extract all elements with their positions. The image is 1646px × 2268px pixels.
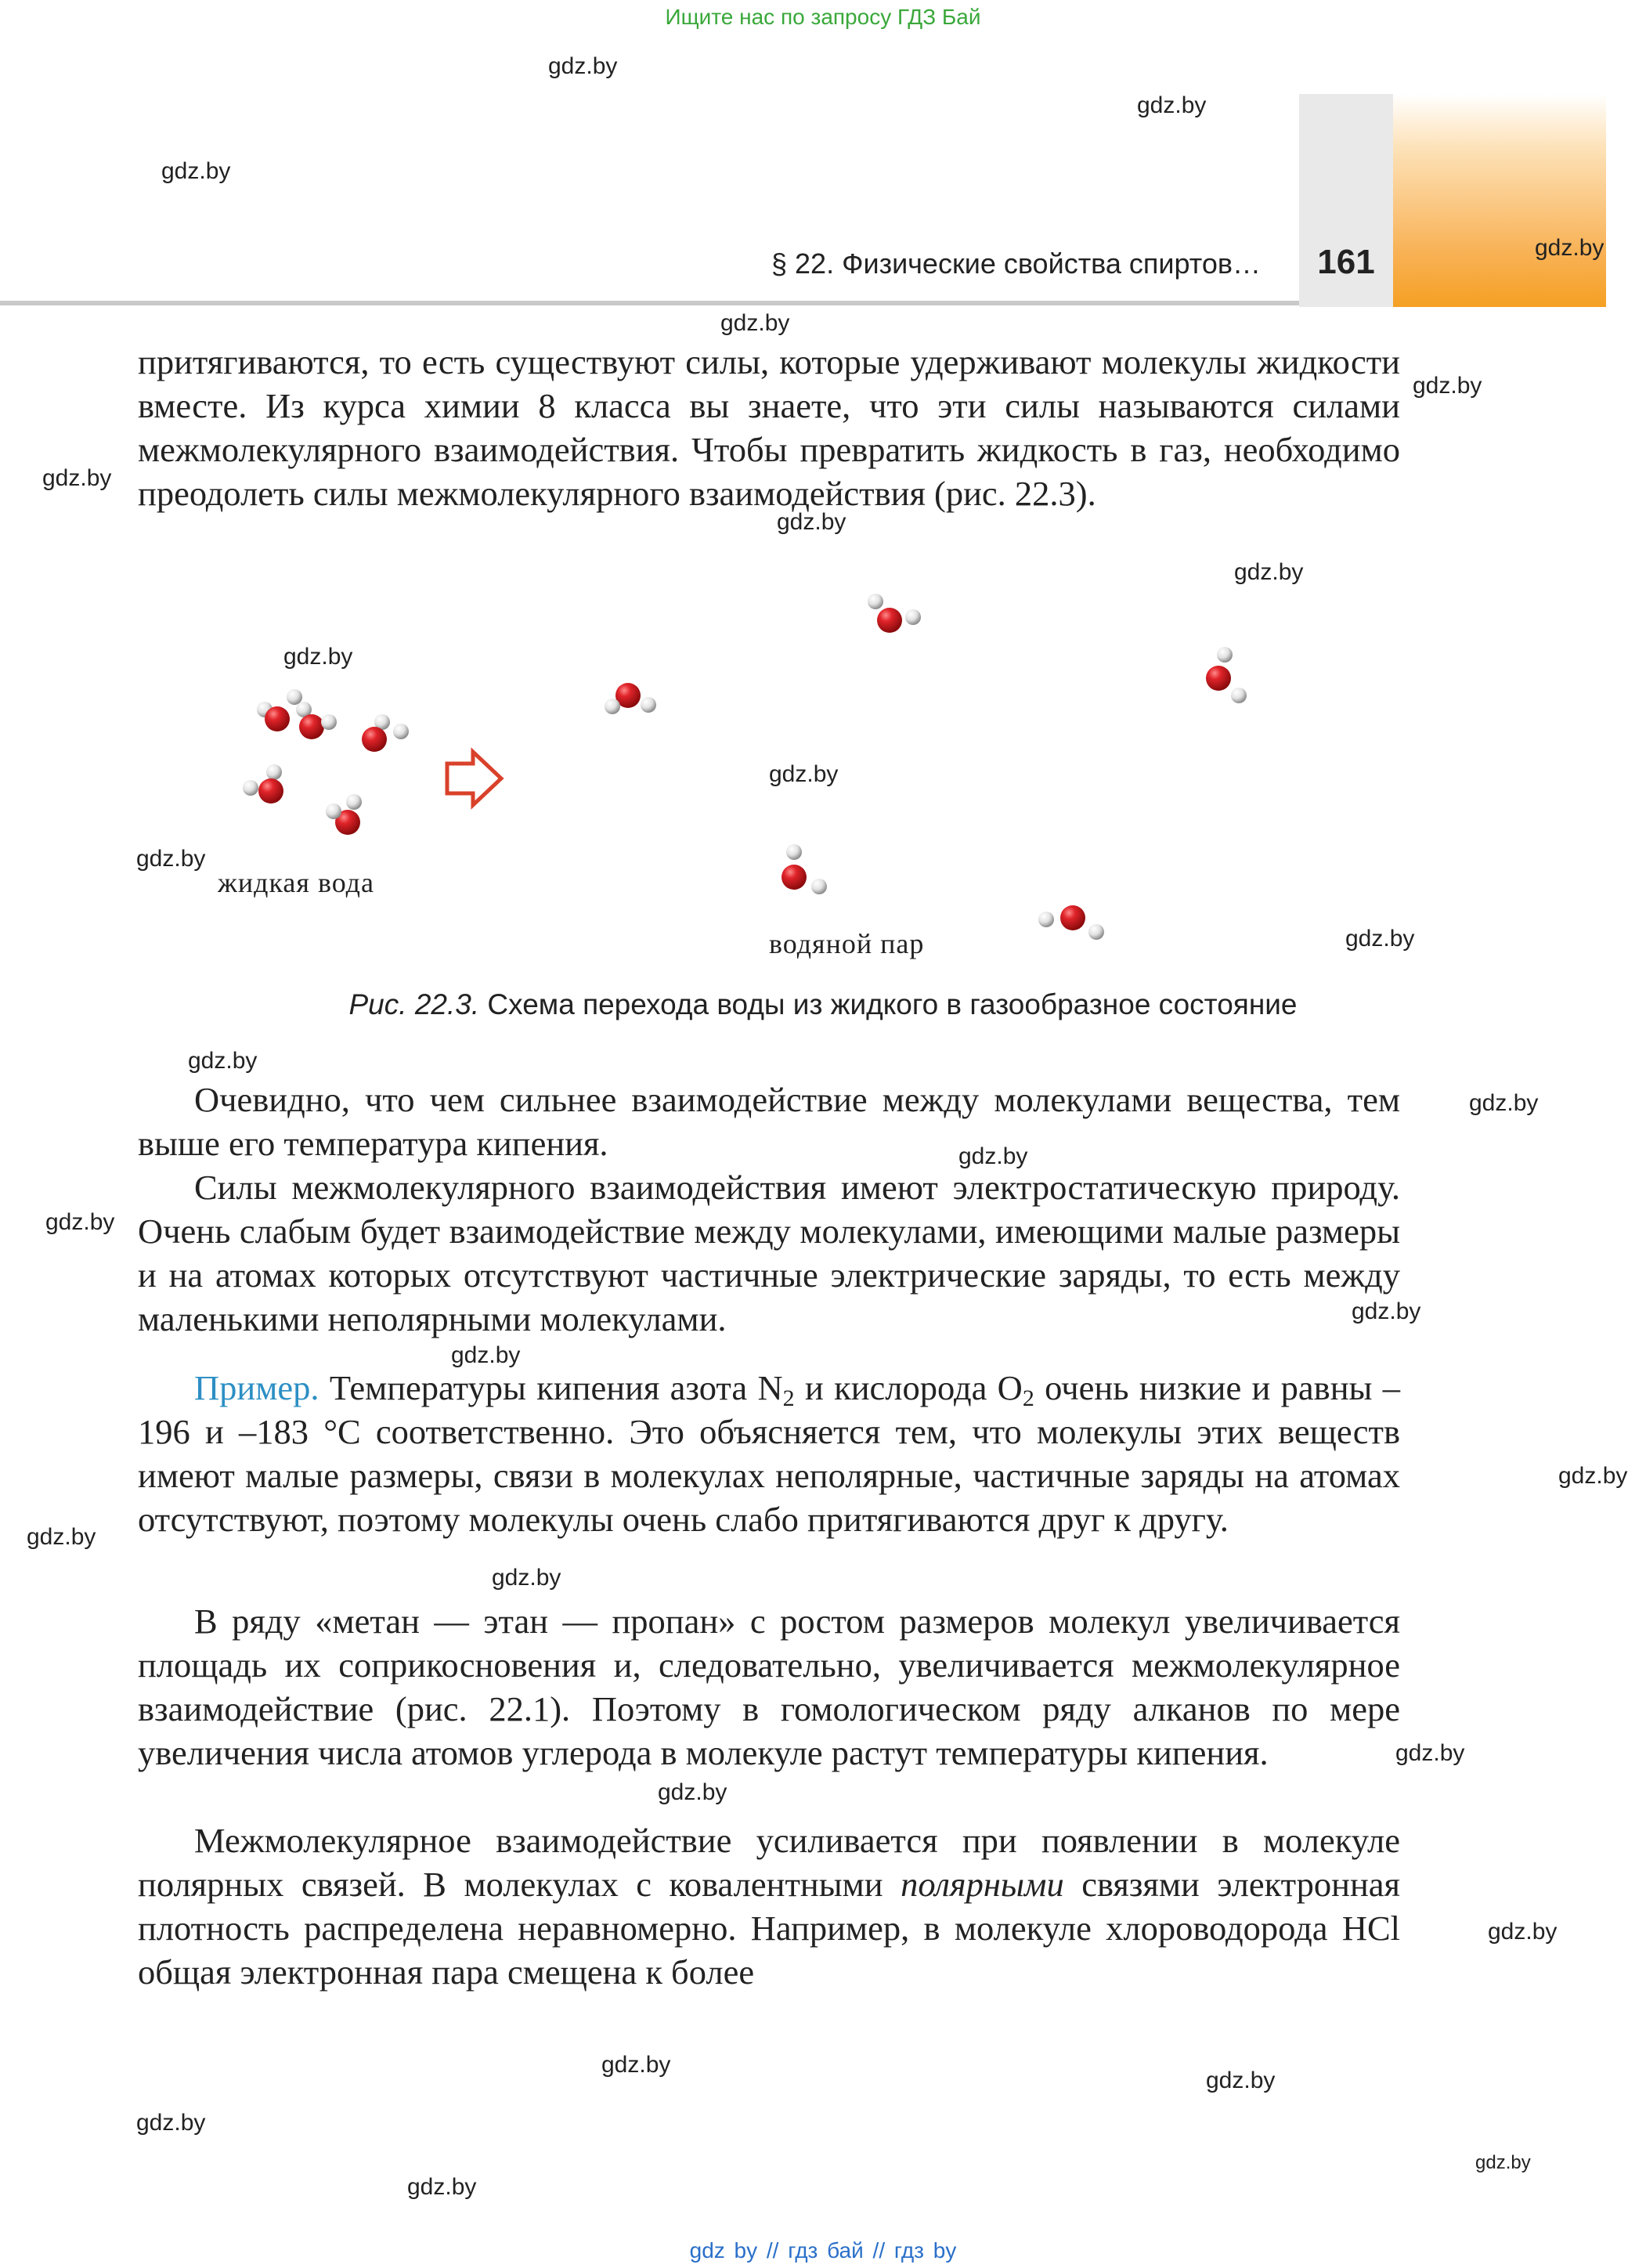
watermark-text: gdz.by	[136, 2110, 206, 2136]
watermark-text: gdz.by	[1206, 2068, 1276, 2093]
paragraph-1: притягиваются, то есть существуют силы, которые удерживают молекулы жидкости вместе. Из курса химии 8 класса вы знаете, что эти силы называются силами межмолекулярного взаимодействия. Чтобы превратить жидкость в газ, необходимо преодолеть силы межмолекулярного взаимодействия (рис. 22.3).	[138, 342, 1400, 513]
watermark-text: gdz.by	[1137, 92, 1207, 118]
paragraph-4	[138, 1366, 1400, 1541]
watermark-text: gdz.by	[1234, 559, 1304, 585]
watermark-text: gdz.by	[1395, 1740, 1465, 1766]
watermark-text: gdz.by	[720, 310, 790, 336]
paragraph-5: В ряду «метан — этан — пропан» с ростом размеров молекул увеличивается площадь их соприкосновения и, следовательно, увеличивается межмолекулярное взаимодействие (рис. 22.1). Поэтому в гомологическом ряду алканов по мере увеличения числа атомов углерода в молекуле растут температуры кипения.	[138, 1602, 1400, 1772]
bottom-banner[interactable]: gdz by // гдз бай // гдз by	[689, 2238, 957, 2263]
water-molecule	[243, 764, 283, 804]
watermark-text: gdz.by	[1535, 235, 1604, 261]
example-label: Пример.	[194, 1368, 319, 1407]
watermark-text: gdz.by	[42, 465, 112, 491]
watermark-text: gdz.by	[1352, 1298, 1421, 1324]
water-molecule	[257, 689, 302, 731]
watermark-text: gdz.by	[407, 2174, 477, 2200]
paragraph-6-text-2: связями электронная плотность распределена неравномерно. Например, в молекуле хлороводорода HCl общая электронная пара смещена к более	[138, 1865, 1400, 1992]
subscript-o2: 2	[1022, 1385, 1034, 1411]
liquid-water-label: жидкая вода	[218, 867, 374, 898]
figure-caption	[0, 988, 1646, 1021]
water-molecule	[1038, 905, 1104, 940]
paragraph-3: Силы межмолекулярного взаимодействия имеют электростатическую природу. Очень слабым будет взаимодействие между молекулами, имеющими малые размеры и на атомах которых отсутствуют частичные электрические заряды, то есть между маленькими неполярными молекулами.	[138, 1168, 1400, 1338]
watermark-text: gdz.by	[777, 509, 846, 535]
paragraph-4-text-3: очень низкие и равны –196 и –183 °С соответственно. Это объясняется тем, что молекулы этих веществ имеют малые размеры, связи в молекулах неполярные, частичные заряды на атомах отсутствуют, поэтому молекулы очень слабо притягиваются друг к другу.	[138, 1368, 1400, 1539]
watermark-text: gdz.by	[1488, 1919, 1558, 1945]
watermark-text: gdz.by	[1558, 1463, 1628, 1489]
subscript-n2: 2	[782, 1385, 795, 1411]
caption-prefix: Рис. 22.3.	[348, 988, 480, 1020]
watermark-text: gdz.by	[548, 53, 618, 79]
paragraph-4-text-2: и кислорода O	[794, 1368, 1023, 1407]
water-molecule	[326, 794, 362, 835]
water-molecule	[868, 594, 921, 633]
emphasis-polar: полярными	[901, 1865, 1064, 1904]
paragraph-6	[138, 1818, 1400, 1994]
water-molecule	[362, 714, 409, 752]
paragraph-4-text-1: Температуры кипения азота N	[319, 1368, 783, 1407]
top-banner[interactable]: Ищите нас по запросу ГДЗ Бай	[665, 5, 981, 29]
watermark-text: gdz.by	[1345, 926, 1415, 952]
watermark-text: gdz.by	[958, 1143, 1028, 1169]
water-vapor-label: водяной пар	[769, 928, 925, 959]
watermark-text: gdz.by	[769, 761, 839, 787]
caption-text: Схема перехода воды из жидкого в газообразное состояние	[479, 988, 1298, 1020]
watermark-text: gdz.by	[601, 2052, 671, 2078]
watermark-text: gdz.by	[27, 1524, 96, 1550]
watermark-text: gdz.by	[45, 1209, 115, 1235]
watermark-text: gdz.by	[161, 158, 231, 184]
transition-arrow-icon	[447, 752, 501, 805]
watermark-text: gdz.by	[492, 1565, 561, 1591]
watermark-text: gdz.by	[1475, 2152, 1531, 2173]
page-number: 161	[1317, 243, 1375, 281]
header-rule	[0, 301, 1299, 305]
watermark-text: gdz.by	[136, 846, 206, 872]
watermark-text: gdz.by	[1469, 1090, 1539, 1116]
paragraph-2: Очевидно, что чем сильнее взаимодействие между молекулами вещества, тем выше его температура кипения.	[138, 1080, 1400, 1163]
paragraph-6-text-1: Межмолекулярное взаимодействие усиливается при появлении в молекуле полярных связей. В молекулах с ковалентными	[138, 1821, 1400, 1904]
watermark-text: gdz.by	[283, 644, 353, 670]
water-molecule	[605, 683, 656, 714]
watermark-text: gdz.by	[658, 1779, 727, 1805]
watermark-text: gdz.by	[451, 1342, 521, 1368]
section-title: § 22. Физические свойства спиртов…	[771, 247, 1261, 280]
water-molecule	[1206, 647, 1247, 703]
watermark-text: gdz.by	[1413, 373, 1482, 399]
water-molecule	[296, 702, 337, 739]
water-molecule	[781, 844, 827, 894]
watermark-text: gdz.by	[188, 1048, 258, 1074]
page-tab-orange	[1393, 94, 1606, 307]
